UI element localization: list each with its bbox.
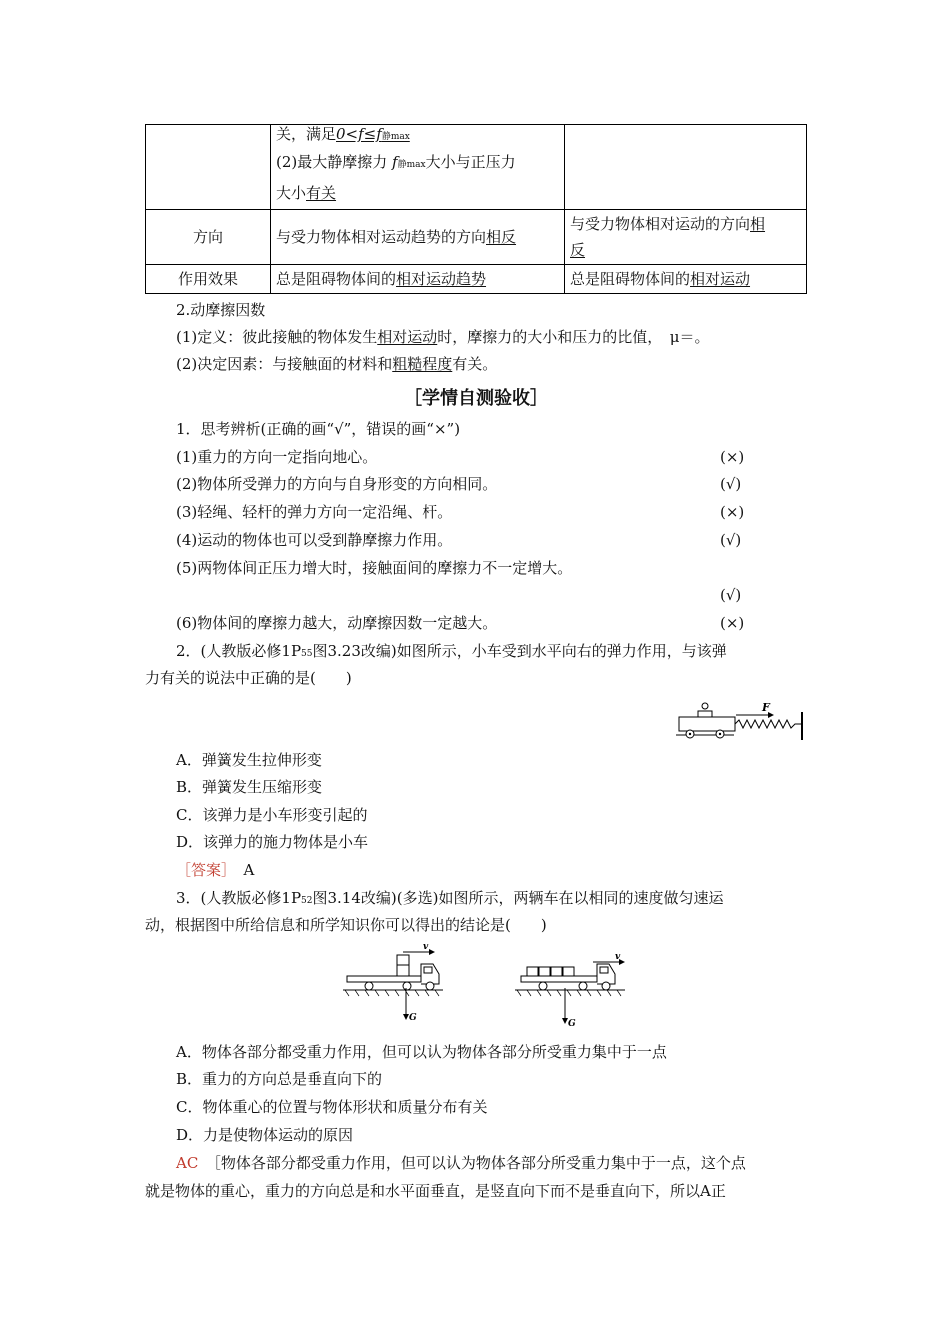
table-cell: 总是阻碍物体间的相对运动趋势: [271, 265, 565, 294]
table-cell: 总是阻碍物体间的相对运动: [565, 265, 807, 294]
table-row: [146, 125, 807, 210]
answer-explanation-cont: 就是物体的重心，重力的方向总是和水平面垂直，是竖直向下而不是垂直向下，所以A正: [145, 1182, 726, 1200]
table-cell: 关，满足0<f≤f静max (2)最大静摩擦力 f静max大小与正压力 大小有关: [271, 125, 565, 210]
judgement-mark: (√): [720, 531, 742, 549]
option-c: C．该弹力是小车形变引起的: [176, 806, 368, 824]
gravity-label: G: [409, 1013, 417, 1023]
factor-line: (2)决定因素：与接触面的材料和粗糙程度有关。: [176, 355, 498, 373]
option-d: D．该弹力的施力物体是小车: [176, 833, 369, 851]
option-c: C．物体重心的位置与物体形状和质量分布有关: [176, 1098, 488, 1116]
judgement-item: (4)运动的物体也可以受到静摩擦力作用。: [176, 531, 453, 549]
definition-line: (1)定义：彼此接触的物体发生相对运动时，摩擦力的大小和压力的比值， μ＝。: [176, 328, 710, 346]
judgement-item: (6)物体间的摩擦力越大，动摩擦因数一定越大。: [176, 614, 498, 632]
table-cell: 方向: [146, 210, 271, 265]
judgement-mark: (×): [720, 614, 745, 632]
section-header: ［学情自测验收］: [404, 388, 548, 409]
judgement-mark: (√): [720, 475, 742, 493]
option-a: A．弹簧发生拉伸形变: [176, 751, 322, 769]
judgement-mark: (×): [720, 503, 745, 521]
section-title: 2.动摩擦因数: [176, 301, 266, 319]
table-cell: [565, 125, 807, 210]
question-stem-cont: 动，根据图中所给信息和所学知识你可以得出的结论是( ): [145, 916, 547, 934]
table-cell: 与受力物体相对运动的方向相 反: [565, 210, 807, 265]
table-cell: [146, 125, 271, 210]
cart-spring-figure: [676, 698, 806, 744]
table-cell: 与受力物体相对运动趋势的方向相反: [271, 210, 565, 265]
option-b: B．弹簧发生压缩形变: [176, 778, 323, 796]
judgement-item: (5)两物体间正压力增大时，接触面间的摩擦力不一定增大。: [176, 559, 573, 577]
gravity-label: G: [568, 1019, 576, 1029]
question-stem-cont: 力有关的说法中正确的是( ): [145, 669, 352, 687]
trucks-figure: [343, 942, 633, 1030]
option-a: A．物体各部分都受重力作用，但可以认为物体各部分所受重力集中于一点: [176, 1043, 667, 1061]
table-row: [146, 265, 807, 294]
force-label: F: [762, 701, 770, 714]
judgement-item: (1)重力的方向一定指向地心。: [176, 448, 378, 466]
velocity-label: v: [423, 942, 429, 952]
velocity-label: v: [615, 952, 621, 962]
question-stem: 1．思考辨析(正确的画“√”，错误的画“×”): [176, 420, 461, 438]
question-stem: 3．(人教版必修1P52图3.14改编)(多选)如图所示，两辆车在以相同的速度做匀速运: [176, 889, 724, 907]
judgement-mark: (√): [720, 586, 742, 604]
answer-explanation: AC ［物体各部分都受重力作用，但可以认为物体各部分所受重力集中于一点，这个点: [176, 1154, 746, 1172]
friction-table: [145, 124, 807, 294]
option-d: D．力是使物体运动的原因: [176, 1126, 354, 1144]
judgement-mark: (×): [720, 448, 745, 466]
answer-line: ［答案］ A: [176, 861, 255, 879]
table-row: [146, 210, 807, 265]
judgement-item: (2)物体所受弹力的方向与自身形变的方向相同。: [176, 475, 498, 493]
table-cell: 作用效果: [146, 265, 271, 294]
judgement-item: (3)轻绳、轻杆的弹力方向一定沿绳、杆。: [176, 503, 453, 521]
option-b: B．重力的方向总是垂直向下的: [176, 1070, 383, 1088]
question-stem: 2．(人教版必修1P55图3.23改编)如图所示，小车受到水平向右的弹力作用，与该弹: [176, 642, 727, 660]
